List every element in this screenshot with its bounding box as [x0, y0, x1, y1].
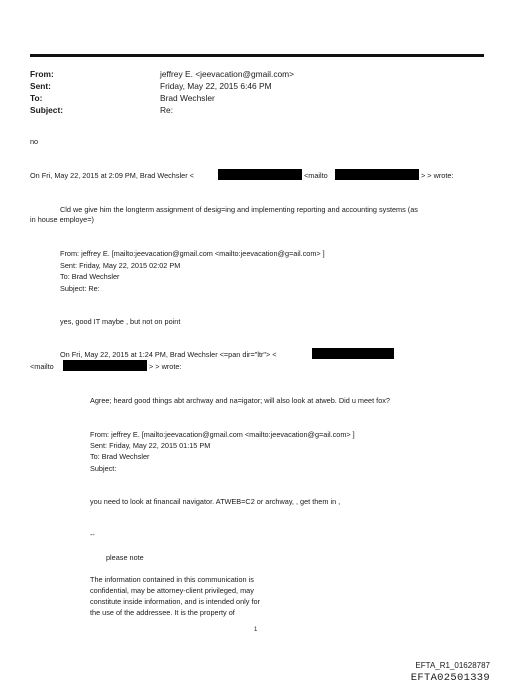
from-value: jeffrey E. <jeevacation@gmail.com>	[160, 69, 295, 79]
message-line: you need to look at financail navigator. ATWEB=C2 or archway, , get them in ,	[90, 497, 341, 506]
sent-label: Sent:	[30, 81, 51, 91]
to-label: To:	[30, 93, 43, 103]
forward-subject: Subject:	[90, 464, 117, 473]
redaction-box	[335, 169, 419, 180]
forward-sent: Sent: Friday, May 22, 2015 01:15 PM	[90, 441, 211, 450]
signature-dash: --	[90, 530, 95, 539]
redaction-box	[63, 360, 147, 371]
quote2-intro: On Fri, May 22, 2015 at 1:24 PM, Brad Wechsler <=pan dir="ltr"> <	[60, 350, 277, 359]
subject-value: Re:	[160, 105, 174, 115]
message-line: in house employe=)	[30, 215, 94, 224]
header-rule	[30, 54, 484, 57]
quote1-mailto: <mailto	[304, 171, 328, 180]
disclaimer-line: constitute inside information, and is intended only for	[90, 597, 260, 606]
quote2-wrote: > > wrote:	[149, 362, 182, 371]
disclaimer-line: The information contained in this communication is	[90, 575, 254, 584]
from-label: From:	[30, 69, 54, 79]
quote2-mailto: <mailto	[30, 362, 54, 371]
bates-number-primary: EFTA_R1_01628787	[415, 661, 490, 670]
quote1-wrote: > > wrote:	[421, 171, 454, 180]
to-value: Brad Wechsler	[160, 93, 215, 103]
message-line: Agree; heard good things abt archway and na=igator; will also look at atweb. Did u meet fox?	[90, 396, 390, 405]
sent-value: Friday, May 22, 2015 6:46 PM	[160, 81, 272, 91]
please-note: please note	[106, 553, 144, 562]
bates-number-secondary: EFTA02501339	[410, 672, 490, 684]
forward-subject: Subject: Re:	[60, 284, 100, 293]
page-number: 1	[254, 627, 258, 633]
forward-from: From: jeffrey E. [mailto:jeevacation@gmail.com <mailto:jeevacation@g=ail.com> ]	[90, 430, 355, 439]
message-line: Cld we give him the longterm assignment of desig=ing and implementing reporting and accounting systems (as	[60, 205, 418, 214]
redaction-box	[218, 169, 302, 180]
forward-from: From: jeffrey E. [mailto:jeevacation@gmail.com <mailto:jeevacation@g=ail.com> ]	[60, 249, 325, 258]
subject-label: Subject:	[30, 105, 64, 115]
disclaimer-line: confidential, may be attorney-client privileged, may	[90, 586, 254, 595]
forward-to: To: Brad Wechsler	[60, 272, 120, 281]
quote1-intro: On Fri, May 22, 2015 at 2:09 PM, Brad Wechsler <	[30, 171, 194, 180]
disclaimer-line: the use of the addressee. It is the property of	[90, 608, 235, 617]
forward-sent: Sent: Friday, May 22, 2015 02:02 PM	[60, 261, 181, 270]
message-line: yes, good IT maybe , but not on point	[60, 317, 181, 326]
redaction-box	[312, 348, 394, 359]
forward-to: To: Brad Wechsler	[90, 452, 150, 461]
reply-text: no	[30, 137, 39, 146]
